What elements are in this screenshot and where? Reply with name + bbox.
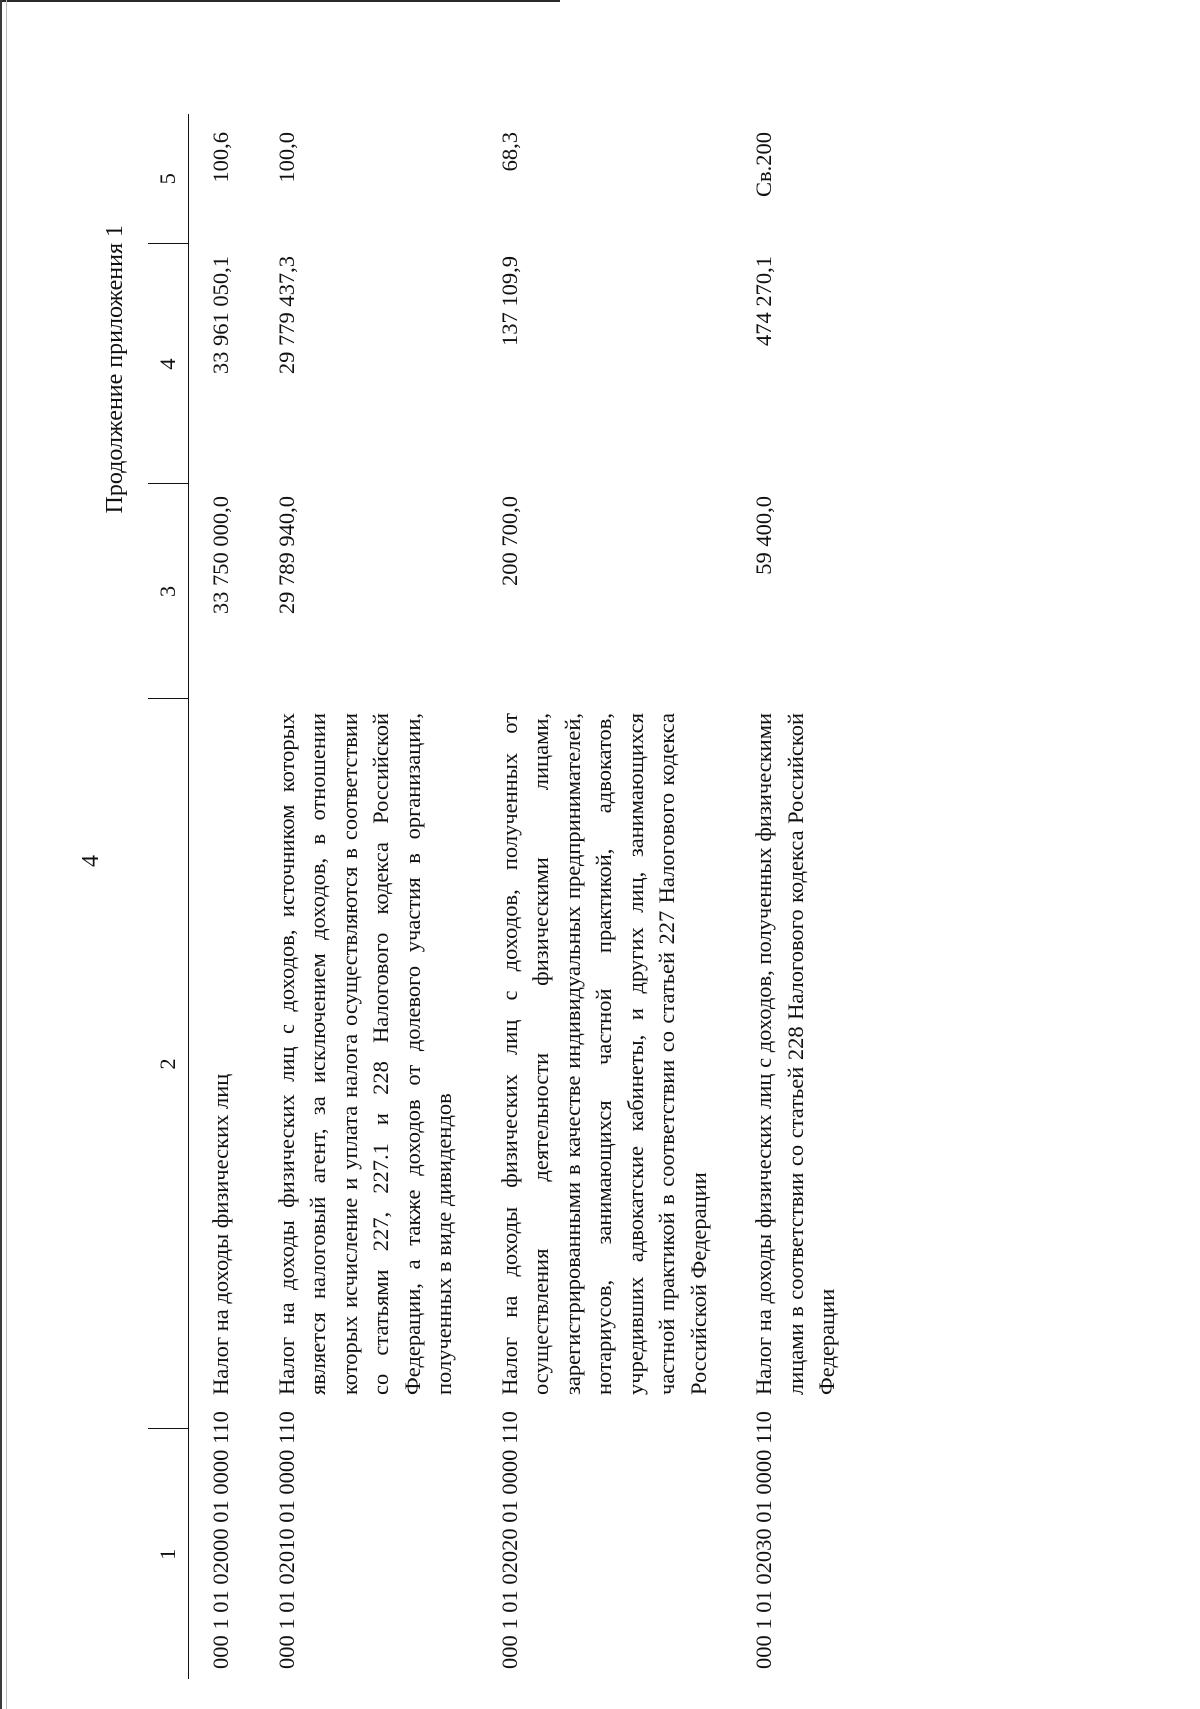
header-col-3: 3 [148,484,189,699]
row-code: 000 1 01 02020 01 0000 110 [496,1411,522,1669]
table-row [732,114,861,1679]
header-col-4: 4 [148,244,189,484]
row-code: 000 1 01 02000 01 0000 110 [208,1411,233,1669]
row-actual: 33 961 050,1 [208,256,233,375]
page-number: 4 [78,855,104,867]
header-col-1: 1 [148,1429,189,1679]
header-col-2: 2 [148,699,189,1429]
row-planned: 29 789 940,0 [273,496,299,615]
row-description: Налог на доходы физических лиц с доходов, полученных физическими лицами в соответствии со статьей 228 Налогового кодекса Российской Федерации [751,713,839,1395]
row-planned: 59 400,0 [751,496,776,575]
appendix-note: Продолжение приложения 1 [102,225,128,514]
table-row [255,114,478,1679]
row-planned: 200 700,0 [496,496,522,586]
row-actual: 29 779 437,3 [273,256,299,375]
row-description: Налог на доходы физических лиц с доходов, источником которых является налоговый агент, за исключением доходов, в отношении которых исчисление и уплата налога осуществляются в соответствии со статьями 227, 227.1 и 228 Налогового кодекса Российской Федерации, а также доходов от долевого участия в организации, полученных в виде дивидендов [273,713,456,1395]
table-row [189,114,255,1679]
row-code: 000 1 01 02010 01 0000 110 [273,1411,299,1669]
row-description: Налог на доходы физических лиц [208,1073,233,1395]
row-description: Налог на доходы физических лиц с доходов, полученных от осуществления деятельности физическими лицами, зарегистрированными в качестве индивидуальных предпринимателей, нотариусов, занимающихся частной практикой, адвокатов, учредивших адвокатские кабинеты, и других лиц, занимающихся частной практикой в соответствии со статьей 227 Налогового кодекса Российской Федерации [496,713,711,1395]
row-percent: Св.200 [751,132,776,198]
row-percent: 100,0 [273,132,299,183]
row-code: 000 1 01 02030 01 0000 110 [751,1411,776,1669]
row-actual: 137 109,9 [496,256,522,346]
table-row [478,114,733,1679]
row-actual: 474 270,1 [751,256,776,346]
revenue-table [148,114,861,1679]
table-header-row [148,114,189,1679]
row-percent: 68,3 [496,132,522,172]
header-col-5: 5 [148,114,189,244]
row-percent: 100,6 [208,132,233,183]
row-planned: 33 750 000,0 [208,496,233,615]
